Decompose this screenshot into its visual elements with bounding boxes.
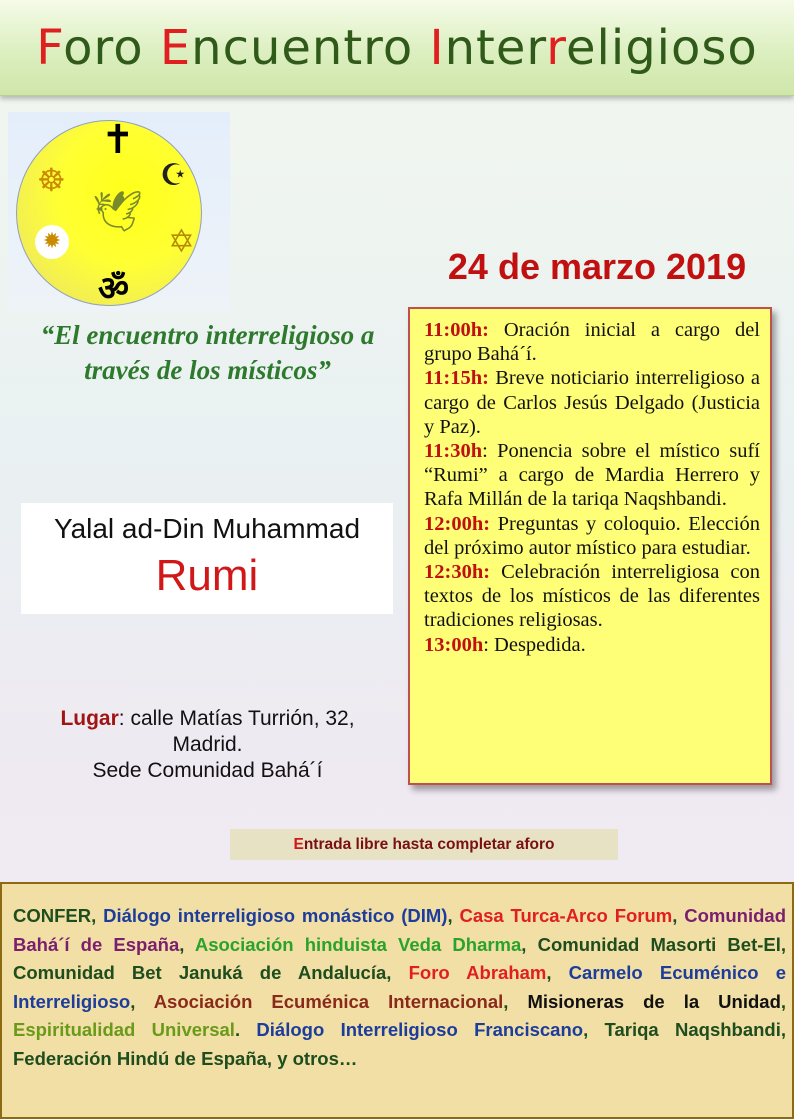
schedule-item: 11:15h: Breve noticiario interreligioso a cargo de Carlos Jesús Delgado (Justicia y Paz). [424, 367, 760, 438]
organizer: Misioneras de la Unidad [527, 990, 781, 1012]
organizer: Diálogo interreligioso monástico (DIM) [103, 905, 448, 926]
schedule-box [408, 307, 772, 785]
schedule-item: 11:30h: Ponencia sobre el místico sufí “Rumi” a cargo de Mardia Herrero y Rafa Millán de la tariqa Naqshbandi. [424, 440, 760, 511]
organizer: Asociación Ecuménica Internacional [153, 990, 504, 1012]
honoree-box [21, 503, 393, 614]
organizer: Espiritualidad Universal [13, 1019, 235, 1040]
venue-seat: Sede Comunidad Bahá´í [92, 759, 323, 782]
title-banner [0, 0, 794, 96]
schedule-item: 11:00h: Oración inicial a cargo del grupo Bahá´í. [424, 319, 760, 366]
organizers-box: CONFER, Diálogo interreligioso monástico (DIM), Casa Turca-Arco Forum, Comunidad Bahá´í de España, Asociación hinduista Veda Dharma, Comunidad Masorti Bet-El, Comunidad Bet Januká de Andalucía, Foro Abraham, Carmelo Ecuménico e Interreligioso, Asociación Ecuménica Internacional, Misioneras de la Unidad, Espiritualidad Universal. Diálogo Interreligioso Franciscano, Tariqa Naqshbandi, Federación Hindú de España, y otros… [0, 882, 794, 1119]
schedule-item: 12:30h: Celebración interreligiosa con textos de los místicos de las diferentes tradiciones religiosas. [424, 561, 760, 632]
organizer: Diálogo Interreligioso Franciscano [256, 1019, 584, 1040]
organizer: , Tariqa Naqshbandi, Federación Hindú de España, y otros… [13, 1019, 787, 1069]
event-date: 24 de marzo 2019 [447, 246, 747, 287]
page-title: Foro Encuentro Interreligioso [36, 19, 758, 76]
theme-quote: “El encuentro interreligioso a través de los místicos” [40, 320, 375, 385]
star-of-david-icon: ✡ [168, 222, 195, 260]
honoree-full-name: Yalal ad-Din Muhammad [53, 513, 361, 544]
dove-icon: 🕊 [92, 189, 143, 235]
organizer: Foro Abraham [408, 962, 547, 983]
venue-address: : calle Matías Turrión, 32, [118, 707, 355, 730]
venue-info [20, 706, 395, 784]
organizer: Carmelo Ecuménico e Interreligioso [13, 962, 787, 1012]
organizer: CONFER [13, 905, 92, 926]
organizer: Comunidad Bahá´í de España [13, 905, 787, 955]
venue-label: Lugar [60, 707, 119, 730]
organizer: Comunidad Masorti Bet-El, Comunidad Bet Januká de Andalucía [13, 933, 787, 983]
organizer: Asociación hinduista Veda Dharma [194, 933, 522, 955]
schedule-item: 12:00h: Preguntas y coloquio. Elección del próximo autor místico para estudiar. [424, 512, 760, 559]
dharma-wheel-icon: ☸ [37, 161, 66, 199]
om-icon: ॐ [98, 269, 130, 309]
crescent-star-icon: ☪ [160, 158, 187, 193]
venue-city: Madrid. [172, 733, 243, 756]
entrance-note: Entrada libre hasta completar aforo [230, 829, 618, 860]
cross-icon: ✝ [101, 117, 135, 163]
organizer: Casa Turca-Arco Forum [459, 905, 673, 926]
schedule-item: 13:00h: Despedida. [424, 633, 586, 656]
honoree-short-name: Rumi [155, 551, 259, 600]
bahai-star-icon: ✹ [35, 225, 69, 259]
